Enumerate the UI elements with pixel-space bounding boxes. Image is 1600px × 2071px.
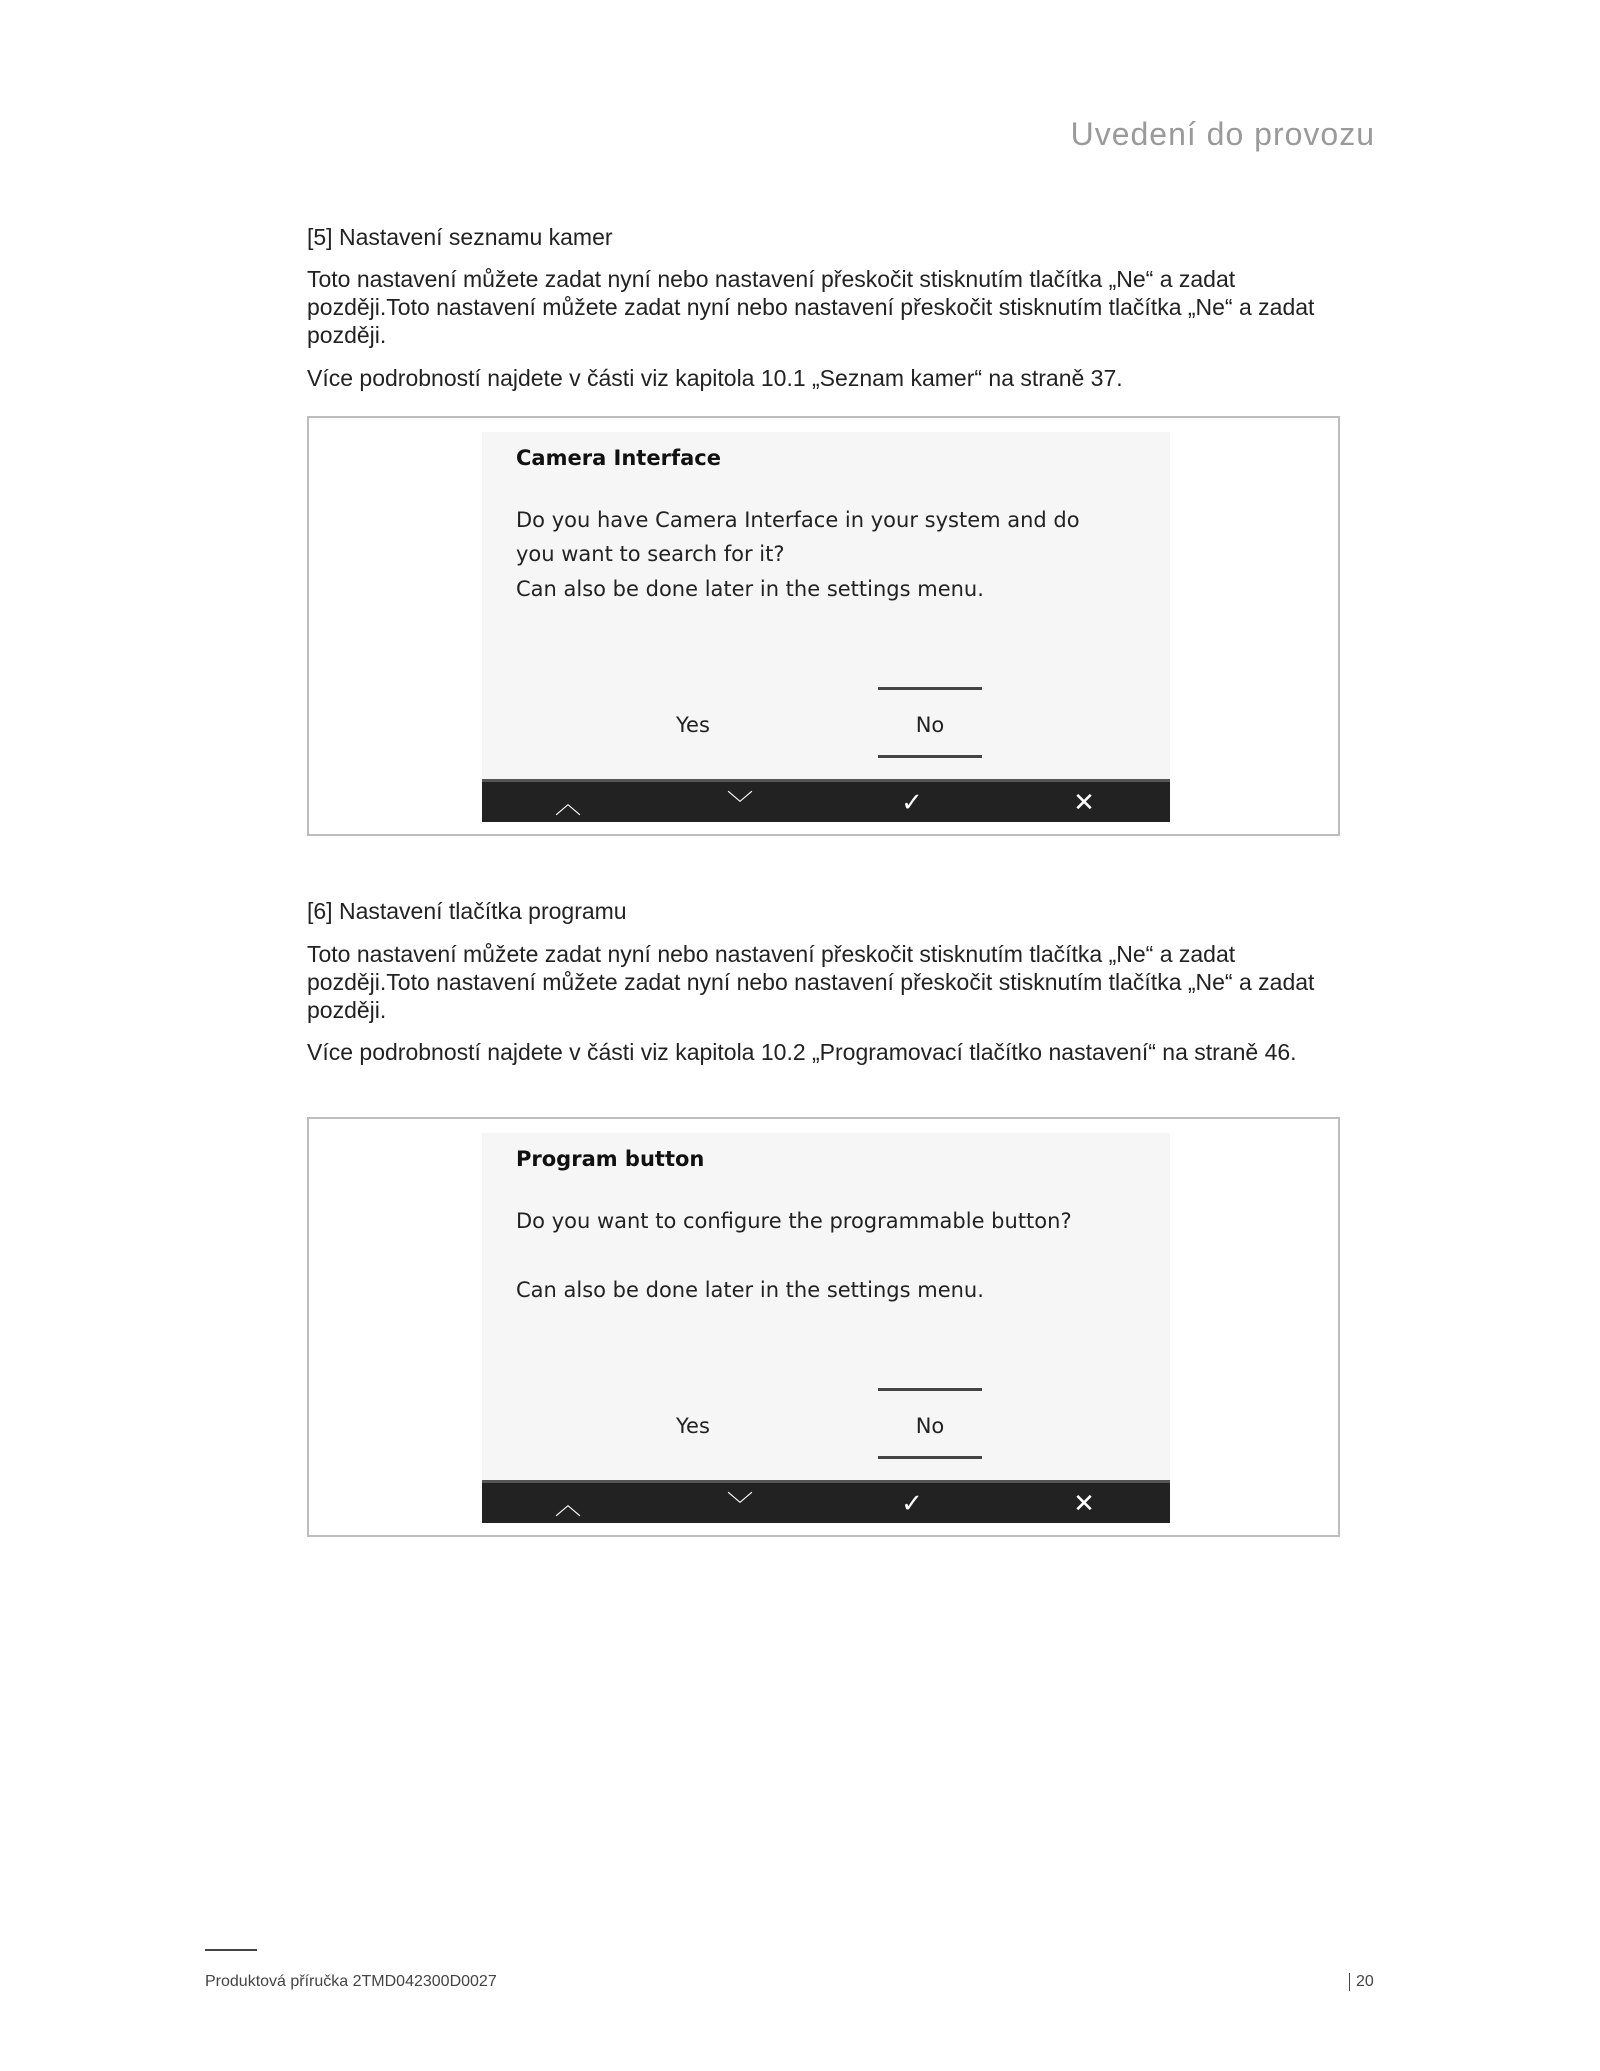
page-header-title: Uvedení do provozu xyxy=(1070,116,1375,152)
no-option[interactable]: No xyxy=(915,713,945,737)
chevron-up-icon[interactable]: ︿ xyxy=(554,1489,581,1520)
screen-title: Program button xyxy=(516,1147,705,1171)
device-screen xyxy=(482,432,1170,822)
screen-title: Camera Interface xyxy=(516,446,721,470)
page-number: 20 xyxy=(1349,1973,1374,1991)
close-icon[interactable]: ✕ xyxy=(1073,786,1095,817)
screenshot-frame xyxy=(307,1117,1340,1537)
check-icon[interactable]: ✓ xyxy=(901,1487,923,1518)
yes-option[interactable]: Yes xyxy=(676,1414,710,1438)
nav-bar xyxy=(482,779,1170,822)
section-heading: [5] Nastavení seznamu kamer xyxy=(307,224,613,250)
close-icon[interactable]: ✕ xyxy=(1073,1487,1095,1518)
selection-line xyxy=(878,687,982,690)
footer-rule xyxy=(205,1949,257,1951)
screen-text: Can also be done later in the settings menu. xyxy=(516,577,984,601)
check-icon[interactable]: ✓ xyxy=(901,786,923,817)
chevron-down-icon[interactable]: ﹀ xyxy=(726,788,753,819)
paragraph: Více podrobností najdete v části viz kapitola 10.2 „Programovací tlačítko nastavení“ na straně 46. xyxy=(307,1039,1297,1065)
chevron-up-icon[interactable]: ︿ xyxy=(554,788,581,819)
device-screen xyxy=(482,1133,1170,1523)
paragraph: Toto nastavení můžete zadat nyní nebo nastavení přeskočit stisknutím tlačítka „Ne“ a zadat později.Toto nastavení můžete zadat nyní nebo nastavení přeskočit stisknutím tlačítka „Ne“ a zadat později. xyxy=(307,266,1315,348)
selection-line xyxy=(878,1388,982,1391)
screen-text: you want to search for it? xyxy=(516,542,785,566)
yes-option[interactable]: Yes xyxy=(676,713,710,737)
nav-bar xyxy=(482,1480,1170,1523)
section-heading: [6] Nastavení tlačítka programu xyxy=(307,898,627,924)
screen-text: Do you want to configure the programmable button? xyxy=(516,1209,1072,1233)
screen-text: Can also be done later in the settings menu. xyxy=(516,1278,984,1302)
screen-text: Do you have Camera Interface in your system and do xyxy=(516,508,1080,532)
paragraph: Více podrobností najdete v části viz kapitola 10.1 „Seznam kamer“ na straně 37. xyxy=(307,365,1123,391)
screenshot-frame xyxy=(307,416,1340,836)
selection-line xyxy=(878,1456,982,1459)
chevron-down-icon[interactable]: ﹀ xyxy=(726,1489,753,1520)
paragraph: Toto nastavení můžete zadat nyní nebo nastavení přeskočit stisknutím tlačítka „Ne“ a zadat později.Toto nastavení můžete zadat nyní nebo nastavení přeskočit stisknutím tlačítka „Ne“ a zadat později. xyxy=(307,941,1315,1023)
selection-line xyxy=(878,755,982,758)
footer-text: Produktová příručka 2TMD042300D0027 xyxy=(205,1973,497,1990)
no-option[interactable]: No xyxy=(915,1414,945,1438)
